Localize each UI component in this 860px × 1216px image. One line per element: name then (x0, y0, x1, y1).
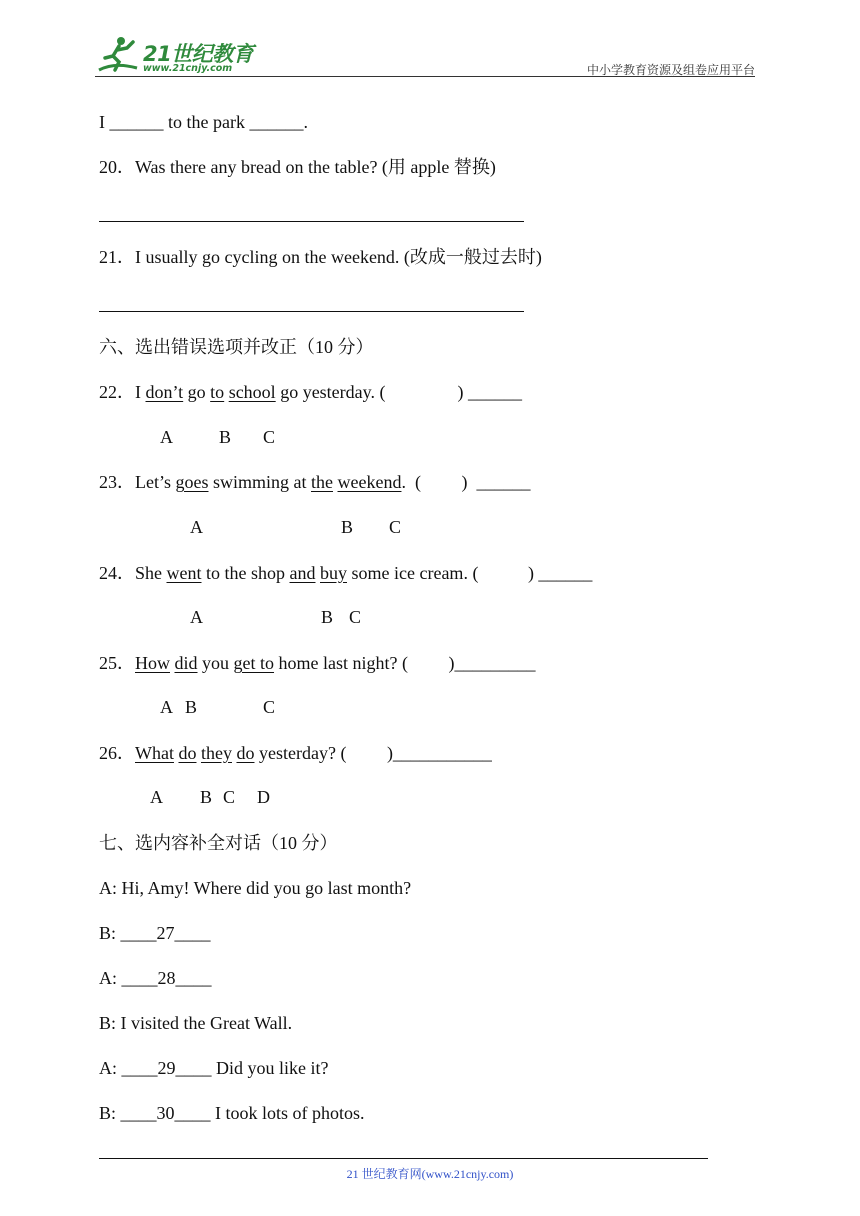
answer-blank (478, 563, 528, 583)
text: you (197, 653, 234, 673)
q19-answer-line: I ______ to the park ______. (99, 112, 308, 132)
underlined-option-a: How (135, 653, 170, 673)
blank-28: ____28____ (121, 968, 212, 988)
question-number: 22． (99, 382, 135, 402)
text: I (135, 382, 146, 402)
option-label-c: C (223, 787, 236, 807)
underlined-option-d: do (236, 743, 255, 763)
answer-blank (346, 743, 387, 763)
correction-blank: ) ______ (457, 382, 522, 402)
underlined-option-c: they (200, 743, 232, 763)
logo-url: www.21cnjy.com (143, 63, 233, 74)
question-21: 21．I usually go cycling on the weekend. (改成一般过去时) (99, 247, 542, 267)
option-label-b: B (185, 697, 198, 717)
text: go (183, 382, 211, 402)
underlined-option-a: went (166, 563, 202, 583)
speaker: B: (99, 1103, 121, 1123)
blank-30: ____30____ (120, 1103, 211, 1123)
underlined-option-a: What (135, 743, 174, 763)
underlined-option-b: did (174, 653, 198, 673)
underlined-option-b: and (289, 563, 316, 583)
text: some ice cream. ( (347, 563, 479, 583)
logo-text: 21世纪教育 (143, 42, 254, 66)
text: swimming at (208, 472, 311, 492)
correction-blank: ) ______ (527, 563, 593, 583)
underlined-option-c: get to (233, 653, 275, 673)
option-label-b: B (219, 427, 232, 447)
text: I took lots of photos. (210, 1103, 365, 1123)
option-label-b: B (200, 787, 213, 807)
option-label-a: A (190, 517, 203, 537)
option-label-c: C (263, 427, 276, 447)
answer-blank (421, 472, 462, 492)
footer-divider (99, 1158, 708, 1159)
underlined-option-b: do (178, 743, 197, 763)
option-label-a: A (160, 427, 173, 447)
dialogue-line-3 (99, 967, 212, 989)
text: home last night? ( (274, 653, 408, 673)
option-label-a: A (190, 607, 203, 627)
answer-line-20 (99, 221, 524, 222)
option-label-c: C (263, 697, 276, 717)
underlined-option-a: don’t (145, 382, 184, 402)
question-number: 24． (99, 563, 135, 583)
answer-line-21 (99, 311, 524, 312)
question-25 (99, 652, 536, 674)
header-divider (95, 76, 755, 77)
correction-blank: )___________ (386, 743, 492, 763)
text: Did you like it? (211, 1058, 329, 1078)
question-24 (99, 562, 592, 584)
question-20: 20．Was there any bread on the table? (用 apple 替换) (99, 157, 496, 177)
speaker: A: (99, 1058, 122, 1078)
text: go yesterday. ( (275, 382, 386, 402)
option-label-a: A (160, 697, 173, 717)
option-label-a: A (150, 787, 163, 807)
option-label-c: C (389, 517, 402, 537)
option-label-d: D (257, 787, 270, 807)
question-number: 25． (99, 653, 135, 673)
question-22 (99, 381, 522, 403)
option-label-b: B (321, 607, 334, 627)
text: She (135, 563, 167, 583)
underlined-option-b: to (210, 382, 225, 402)
text: Let’s (135, 472, 176, 492)
underlined-option-b: the (311, 472, 333, 492)
runner-logo-icon (95, 32, 141, 78)
answer-blank (408, 653, 449, 673)
logo (95, 32, 265, 78)
question-26 (99, 742, 492, 764)
section-6-title: 六、选出错误选项并改正（10 分） (99, 337, 374, 357)
answer-blank (385, 382, 457, 402)
dialogue-line-2 (99, 922, 211, 944)
underlined-option-c: weekend (337, 472, 402, 492)
speaker: A: (99, 968, 122, 988)
option-label-c: C (349, 607, 362, 627)
footer-link[interactable]: 21 世纪教育网(www.21cnjy.com) (346, 1167, 514, 1181)
underlined-option-c: school (228, 382, 276, 402)
text: to the shop (201, 563, 290, 583)
question-number: 23． (99, 472, 135, 492)
question-number: 26． (99, 743, 135, 763)
section-7-title: 七、选内容补全对话（10 分） (99, 833, 338, 853)
correction-blank: )_________ (448, 653, 536, 673)
dialogue-line-6 (99, 1102, 365, 1124)
text: . ( (401, 472, 421, 492)
dialogue-line-5 (99, 1057, 328, 1079)
option-label-b: B (341, 517, 354, 537)
text: yesterday? ( (254, 743, 347, 763)
page-header (95, 32, 755, 78)
correction-blank: ) ______ (461, 472, 531, 492)
blank-29: ____29____ (121, 1058, 212, 1078)
blank-27: ____27____ (120, 923, 211, 943)
underlined-option-a: goes (175, 472, 209, 492)
dialogue-line-1: A: Hi, Amy! Where did you go last month? (99, 878, 412, 898)
question-23 (99, 471, 530, 493)
header-platform-text: 中小学教育资源及组卷应用平台 (586, 63, 755, 77)
underlined-option-c: buy (320, 563, 347, 583)
dialogue-line-4: B: I visited the Great Wall. (99, 1013, 293, 1033)
speaker: B: (99, 923, 121, 943)
